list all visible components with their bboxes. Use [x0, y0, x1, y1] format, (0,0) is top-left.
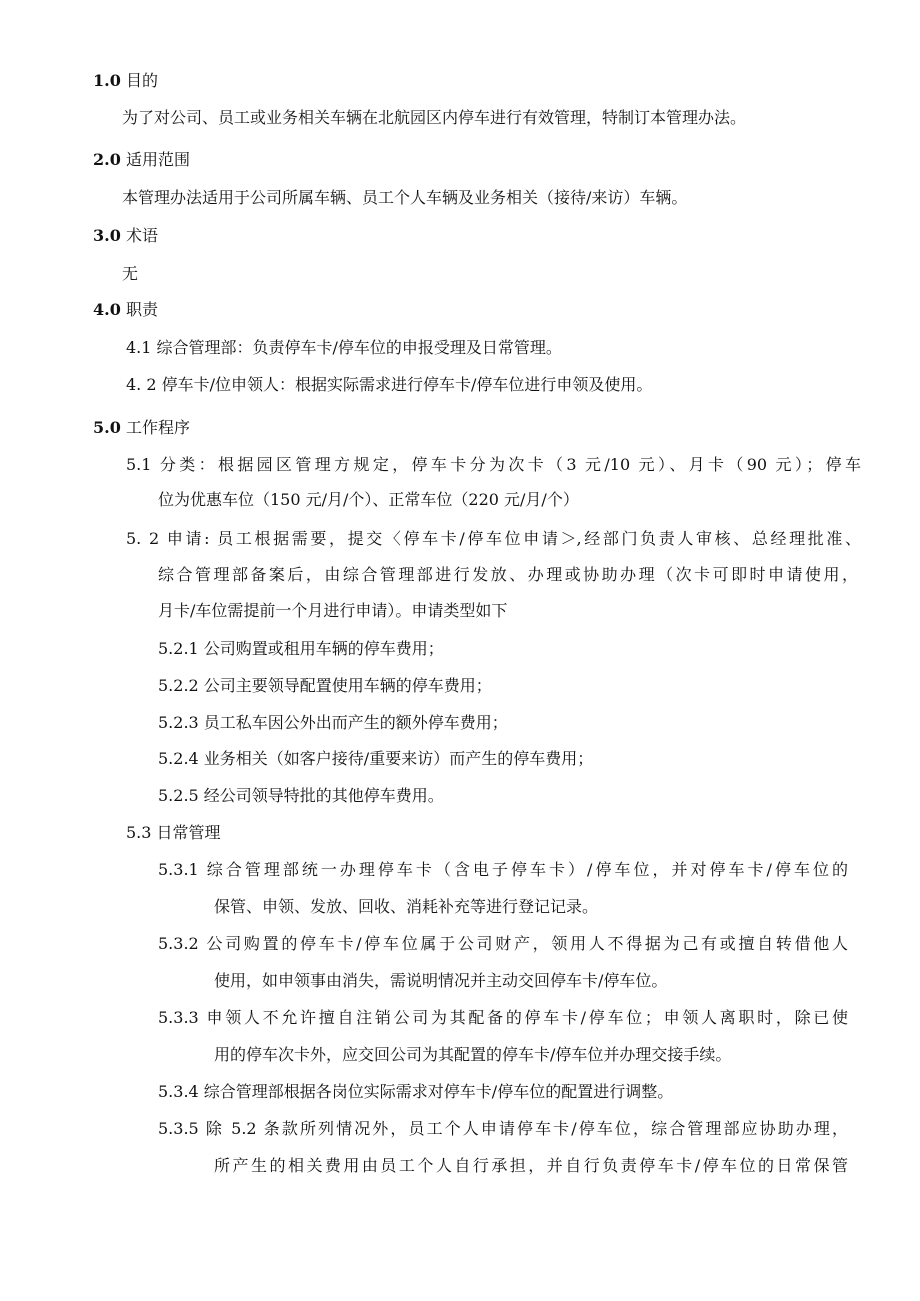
section-number: 1.0 — [93, 71, 121, 90]
section-title: 职责 — [125, 300, 158, 319]
section-1-heading — [93, 71, 158, 91]
clause-5-3-1-line-2: 保管、申领、发放、回收、消耗补充等进行登记记录。 — [214, 897, 599, 916]
clause-5-2-line-2: 综合管理部备案后，由综合管理部进行发放、办理或协助办理（次卡可即时申请使用， — [158, 565, 858, 584]
clause-4-1: 4.1 综合管理部：负责停车卡/停车位的申报受理及日常管理。 — [126, 338, 562, 357]
clause-4-2: 4. 2 停车卡/位申领人：根据实际需求进行停车卡/停车位进行申领及使用。 — [126, 375, 653, 394]
clause-5-2-4: 5.2.4 业务相关（如客户接待/重要来访）而产生的停车费用； — [158, 749, 594, 768]
clause-5-1-line-2: 位为优惠车位（150 元/月/个）、正常车位（220 元/月/个） — [158, 490, 579, 509]
clause-5-1-line-1: 5.1 分类：根据园区管理方规定，停车卡分为次卡（3 元/10 元）、月卡（90 元）；停车 — [126, 455, 861, 474]
section-2-heading — [93, 150, 190, 170]
section-title: 目的 — [125, 71, 158, 90]
clause-5-2-5: 5.2.5 经公司领导特批的其他停车费用。 — [158, 786, 444, 805]
clause-5-2-1: 5.2.1 公司购置或租用车辆的停车费用； — [158, 639, 444, 658]
clause-5-2-line-3: 月卡/车位需提前一个月进行申请）。申请类型如下 — [158, 601, 508, 620]
section-3-heading — [93, 226, 158, 246]
clause-5-3-2-line-2: 使用，如申领事由消失，需说明情况并主动交回停车卡/停车位。 — [214, 971, 668, 990]
clause-5-3-3-line-2: 用的停车次卡外，应交回公司为其配置的停车卡/停车位并办理交接手续。 — [214, 1045, 732, 1064]
clause-5-2-2: 5.2.2 公司主要领导配置使用车辆的停车费用； — [158, 676, 492, 695]
section-3-body: 无 — [122, 264, 139, 283]
clause-5-3-1-line-1: 5.3.1 综合管理部统一办理停车卡（含电子停车卡）/停车位，并对停车卡/停车位的 — [158, 860, 848, 879]
clause-5-3-title: 5.3 日常管理 — [126, 823, 221, 842]
section-title: 工作程序 — [125, 418, 190, 437]
section-4-heading — [93, 300, 158, 320]
section-title: 术语 — [125, 226, 158, 245]
section-number: 5.0 — [93, 418, 121, 437]
section-number: 4.0 — [93, 300, 121, 319]
clause-5-3-3-line-1: 5.3.3 申领人不允许擅自注销公司为其配备的停车卡/停车位；申领人离职时，除已使 — [158, 1008, 848, 1027]
section-number: 2.0 — [93, 150, 121, 169]
section-5-heading — [93, 418, 190, 438]
clause-5-2-line-1: 5. 2 申请: 员工根据需要，提交〈停车卡/停车位申请＞,经部门负责人审核、总经理批准、 — [126, 529, 861, 548]
section-number: 3.0 — [93, 226, 121, 245]
section-1-body: 为了对公司、员工或业务相关车辆在北航园区内停车进行有效管理，特制订本管理办法。 — [122, 108, 747, 127]
clause-5-3-2-line-1: 5.3.2 公司购置的停车卡/停车位属于公司财产，领用人不得据为己有或擅自转借他人 — [158, 934, 848, 953]
section-2-body: 本管理办法适用于公司所属车辆、员工个人车辆及业务相关（接待/来访）车辆。 — [122, 188, 688, 207]
clause-5-3-5-line-2: 所产生的相关费用由员工个人自行承担，并自行负责停车卡/停车位的日常保管 — [214, 1156, 848, 1175]
clause-5-2-3: 5.2.3 员工私车因公外出而产生的额外停车费用； — [158, 713, 508, 732]
section-title: 适用范围 — [125, 150, 190, 169]
clause-5-3-5-line-1: 5.3.5 除 5.2 条款所列情况外，员工个人申请停车卡/停车位，综合管理部应协助办理， — [158, 1119, 848, 1138]
clause-5-3-4: 5.3.4 综合管理部根据各岗位实际需求对停车卡/停车位的配置进行调整。 — [158, 1082, 674, 1101]
